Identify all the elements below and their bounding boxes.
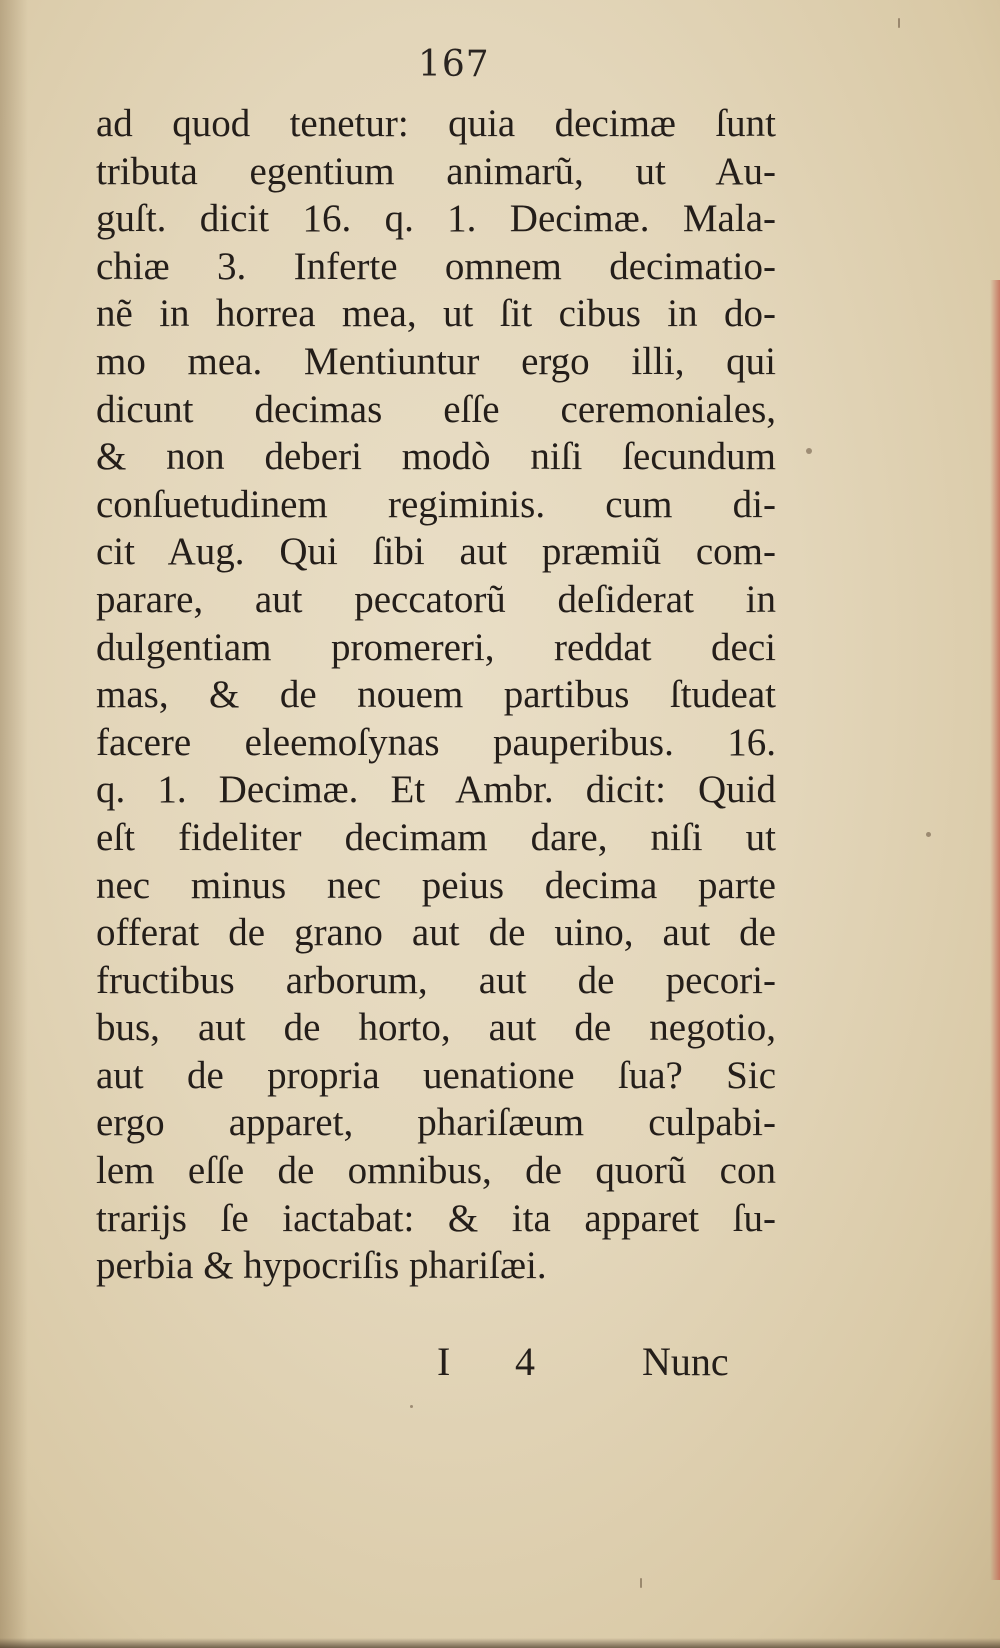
text-line: & non deberi modò niſi ſecundum xyxy=(96,435,776,479)
text-line: nẽ in horrea mea, ut ſit cibus in do- xyxy=(96,292,776,336)
signature-number: 4 xyxy=(515,1339,535,1384)
text-line: parare, aut peccatorũ deſiderat in xyxy=(96,577,776,621)
paper-speck xyxy=(926,832,931,837)
text-line: offerat de grano aut de uino, aut de xyxy=(96,911,776,955)
text-line: conſuetudinem regiminis. cum di- xyxy=(96,482,776,526)
text-line: dulgentiam promereri, reddat deci xyxy=(96,625,776,669)
text-line: aut de propria uenatione ſua? Sic xyxy=(96,1053,776,1097)
text-line: guſt. dicit 16. q. 1. Decimæ. Mala- xyxy=(96,197,776,241)
text-line: tributa egentium animarũ, ut Au- xyxy=(96,149,776,193)
signature-letter: I xyxy=(437,1339,451,1384)
bottom-shadow xyxy=(0,1638,1000,1648)
paper-speck xyxy=(898,18,900,28)
catchword: Nunc xyxy=(642,1339,729,1384)
text-line: q. 1. Decimæ. Et Ambr. dicit: Quid xyxy=(96,768,776,812)
text-line: lem eſſe de omnibus, de quorũ con xyxy=(96,1149,776,1193)
text-line: nec minus nec peius decima parte xyxy=(96,863,776,907)
text-line: cit Aug. Qui ſibi aut præmiũ com- xyxy=(96,530,776,574)
text-line: fructibus arborum, aut de pecori- xyxy=(96,958,776,1002)
text-line-last: perbia & hypocriſis phariſæi. xyxy=(96,1244,547,1288)
paper-speck xyxy=(640,1578,642,1588)
red-page-edge xyxy=(990,280,1000,1580)
gutter-shadow xyxy=(0,0,28,1648)
text-line: eſt fideliter decimam dare, niſi ut xyxy=(96,815,776,859)
text-line: mas, & de nouem partibus ſtudeat xyxy=(96,673,776,717)
paper-speck xyxy=(410,1405,413,1408)
text-line: ad quod tenetur: quia decimæ ſunt xyxy=(96,102,776,145)
text-line: ergo apparet, phariſæum culpabi- xyxy=(96,1101,776,1145)
text-line: facere eleemoſynas pauperibus. 16. xyxy=(96,720,776,764)
text-line: trarijs ſe iactabat: & ita apparet ſu- xyxy=(96,1196,776,1240)
text-line: bus, aut de horto, aut de negotio, xyxy=(96,1006,776,1050)
paper-speck xyxy=(806,448,812,454)
text-line: dicunt decimas eſſe ceremoniales, xyxy=(96,387,776,431)
body-text xyxy=(96,100,776,1290)
text-line: chiæ 3. Inferte omnem decimatio- xyxy=(96,244,776,288)
page-number: 167 xyxy=(418,44,490,85)
text-line: mo mea. Mentiuntur ergo illi, qui xyxy=(96,339,776,383)
